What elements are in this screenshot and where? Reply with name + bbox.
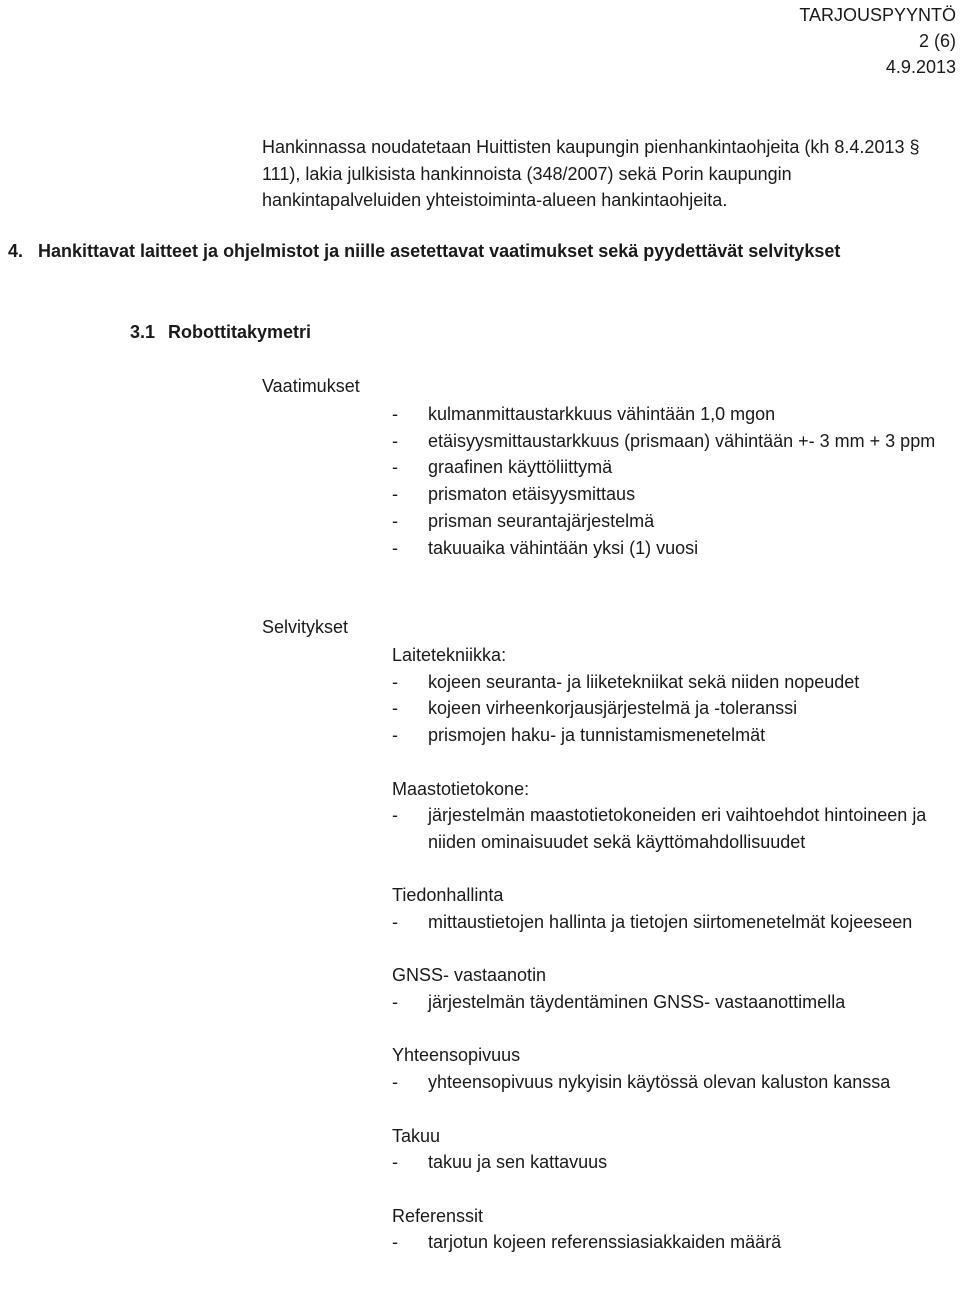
list-item (392, 695, 958, 722)
clarification-group-equipment (392, 642, 958, 749)
bullet-dash: - (392, 725, 398, 746)
subsection-title: Robottitakymetri (168, 322, 312, 342)
bullet-dash: - (392, 992, 398, 1013)
section-number: 4. (8, 241, 24, 261)
group-title: Yhteensopivuus (392, 1045, 521, 1066)
requirements-label: Vaatimukset (262, 376, 360, 396)
bullet-dash: - (392, 430, 398, 451)
clarifications-label: Selvitykset (262, 617, 349, 637)
item-text: järjestelmän maastotietokoneiden eri vaihtoehdot hintoineen ja niiden ominaisuudet sekä käyttömahdollisuudet (428, 805, 927, 852)
list-item (392, 1149, 958, 1176)
document-type: TARJOUSPYYNTÖ (799, 5, 956, 25)
bullet-dash: - (392, 457, 398, 478)
clarification-group-warranty (392, 1123, 958, 1176)
item-text: tarjotun kojeen referenssiasiakkaiden määrä (428, 1232, 782, 1253)
item-text: yhteensopivuus nykyisin käytössä olevan kaluston kanssa (428, 1072, 891, 1093)
bullet-dash: - (392, 805, 398, 826)
requirement-text: prisman seurantajärjestelmä (428, 510, 655, 531)
bullet-dash: - (392, 698, 398, 719)
list-item (392, 989, 958, 1016)
list-item (392, 481, 958, 508)
subsection-heading (130, 322, 311, 343)
clarification-group-gnss (392, 962, 958, 1015)
document-header (799, 2, 956, 80)
list-item (392, 1229, 958, 1256)
group-title: Maastotietokone: (392, 778, 530, 799)
clarification-group-compatibility (392, 1042, 958, 1095)
requirements-list (392, 401, 958, 561)
requirement-text: takuuaika vähintään yksi (1) vuosi (428, 537, 699, 558)
requirement-text: kulmanmittaustarkkuus vähintään 1,0 mgon (428, 404, 776, 424)
list-item (392, 802, 958, 855)
document-date: 4.9.2013 (885, 57, 956, 77)
bullet-dash: - (392, 537, 398, 558)
item-text: mittaustietojen hallinta ja tietojen siirtomenetelmät kojeeseen (428, 912, 913, 932)
list-item (392, 722, 958, 749)
clarifications-list (392, 642, 958, 1256)
clarification-group-field-computer (392, 776, 958, 856)
page-number: 2 (6) (918, 31, 956, 51)
item-text: takuu ja sen kattavuus (428, 1152, 608, 1173)
intro-paragraph: Hankinnassa noudatetaan Huittisten kaupungin pienhankintaohjeita (kh 8.4.2013 § 111), lakia julkisista hankinnoista (348/2007) sekä Porin kaupungin hankintapalveluiden yhteistoiminta-alueen hankintaohjeita. (262, 137, 920, 210)
section-heading (8, 241, 840, 262)
list-item (392, 454, 958, 481)
list-item (392, 909, 958, 936)
list-item (392, 428, 958, 455)
bullet-dash: - (392, 404, 398, 424)
list-item (392, 669, 958, 696)
group-title: Laitetekniikka: (392, 645, 507, 665)
item-text: kojeen virheenkorjausjärjestelmä ja -toleranssi (428, 698, 798, 719)
group-title: Referenssit (392, 1205, 484, 1226)
bullet-dash: - (392, 1072, 398, 1093)
bullet-dash: - (392, 1152, 398, 1173)
list-item (392, 508, 958, 535)
list-item (392, 535, 958, 562)
bullet-dash: - (392, 484, 398, 505)
bullet-dash: - (392, 912, 398, 932)
item-text: järjestelmän täydentäminen GNSS- vastaanottimella (428, 992, 846, 1013)
bullet-dash: - (392, 510, 398, 531)
group-title: Takuu (392, 1125, 441, 1146)
clarification-group-data-management (392, 882, 958, 935)
group-title: Tiedonhallinta (392, 885, 504, 906)
subsection-number: 3.1 (130, 322, 156, 342)
item-text: prismojen haku- ja tunnistamismenetelmät (428, 725, 766, 746)
item-text: kojeen seuranta- ja liiketekniikat sekä niiden nopeudet (428, 671, 860, 692)
bullet-dash: - (392, 671, 398, 692)
section-title: Hankittavat laitteet ja ohjelmistot ja niille asetettavat vaatimukset sekä pyydettävät selvitykset (38, 241, 841, 261)
list-item (392, 1069, 958, 1096)
requirement-text: prismaton etäisyysmittaus (428, 484, 636, 505)
group-title: GNSS- vastaanotin (392, 965, 547, 986)
bullet-dash: - (392, 1232, 398, 1253)
clarification-group-references (392, 1203, 958, 1256)
requirement-text: graafinen käyttöliittymä (428, 457, 613, 478)
list-item (392, 401, 958, 428)
requirement-text: etäisyysmittaustarkkuus (prismaan) vähintään +- 3 mm + 3 ppm (428, 430, 936, 451)
